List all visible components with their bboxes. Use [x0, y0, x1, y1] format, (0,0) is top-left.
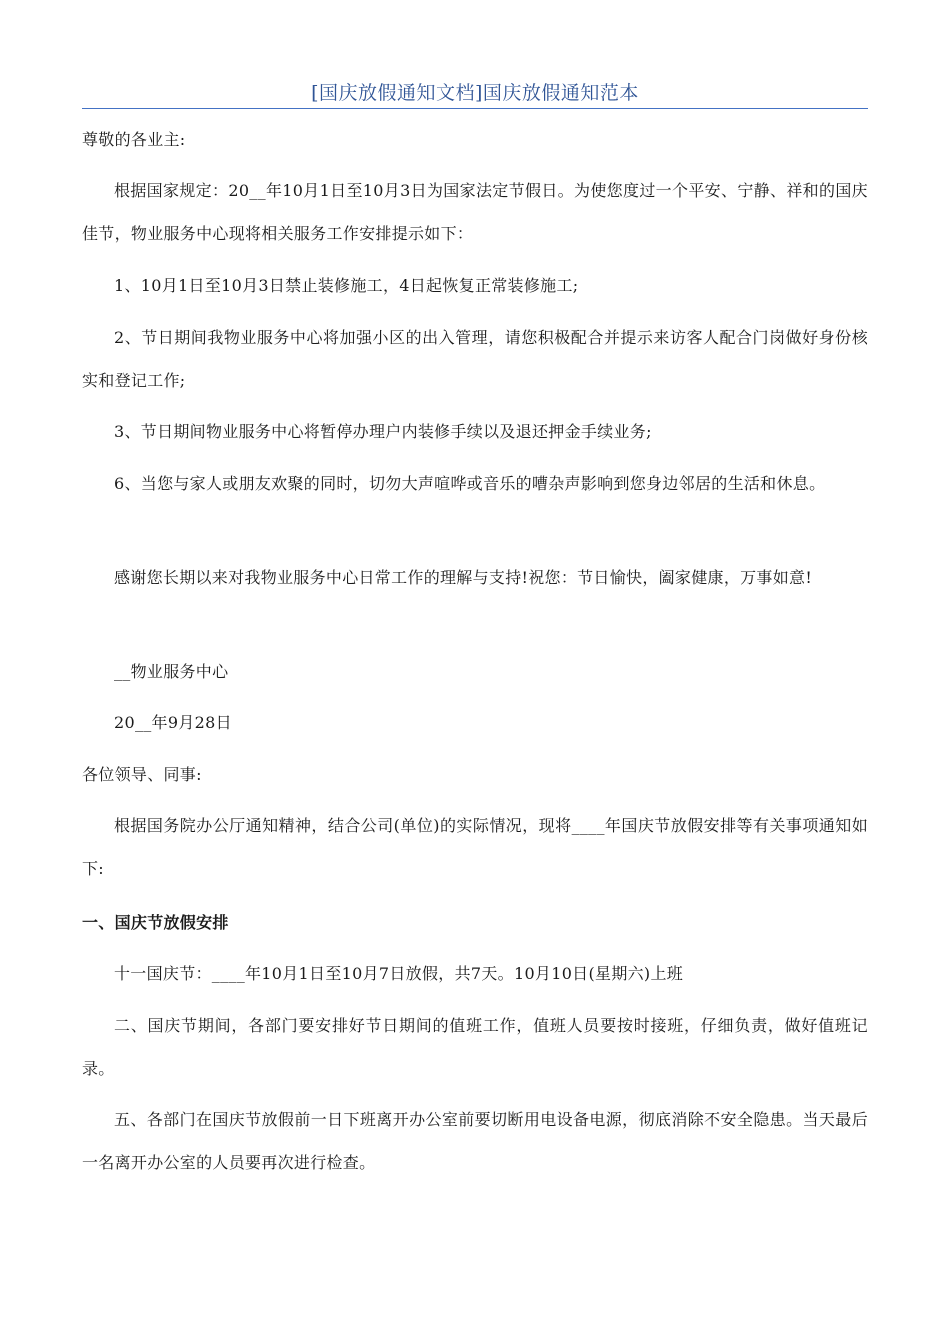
signature-service-center: __物业服务中心 [114, 662, 229, 681]
list-item-2: 2、节日期间我物业服务中心将加强小区的出入管理，请您积极配合并提示来访客人配合门岗做好身份核实和登记工作; [82, 328, 868, 390]
list-item-3: 3、节日期间物业服务中心将暂停办理户内装修手续以及退还押金手续业务; [114, 422, 652, 441]
paragraph-national-day-schedule: 十一国庆节：____年10月1日至10月7日放假，共7天。10月10日(星期六)上班 [114, 964, 684, 983]
salutation-colleagues: 各位领导、同事: [82, 765, 202, 784]
paragraph-thanks: 感谢您长期以来对我物业服务中心日常工作的理解与支持!祝您：节日愉快，阖家健康，万事如意! [114, 568, 813, 587]
section-heading-holiday-schedule: 一、国庆节放假安排 [82, 913, 229, 932]
list-item-6: 6、当您与家人或朋友欢聚的同时，切勿大声喧哗或音乐的嘈杂声影响到您身边邻居的生活和休息。 [114, 474, 826, 493]
list-item-1: 1、10月1日至10月3日禁止装修施工，4日起恢复正常装修施工; [114, 276, 579, 295]
paragraph-holiday-notice: 根据国家规定：20__年10月1日至10月3日为国家法定节假日。为使您度过一个平安、宁静、祥和的国庆佳节，物业服务中心现将相关服务工作安排提示如下： [82, 181, 868, 243]
header-divider [82, 108, 868, 109]
paragraph-notice-intro: 根据国务院办公厅通知精神，结合公司(单位)的实际情况，现将____年国庆节放假安排等有关事项通知如下: [82, 816, 868, 878]
salutation-owners: 尊敬的各业主: [82, 130, 186, 149]
paragraph-duty-arrangement: 二、国庆节期间，各部门要安排好节日期间的值班工作，值班人员要按时接班，仔细负责，做好值班记录。 [82, 1016, 868, 1078]
document-header-title: [国庆放假通知文档]国庆放假通知范本 [311, 82, 639, 104]
paragraph-power-safety: 五、各部门在国庆节放假前一日下班离开办公室前要切断用电设备电源，彻底消除不安全隐患。当天最后一名离开办公室的人员要再次进行检查。 [82, 1110, 868, 1172]
signature-date: 20__年9月28日 [114, 713, 232, 732]
